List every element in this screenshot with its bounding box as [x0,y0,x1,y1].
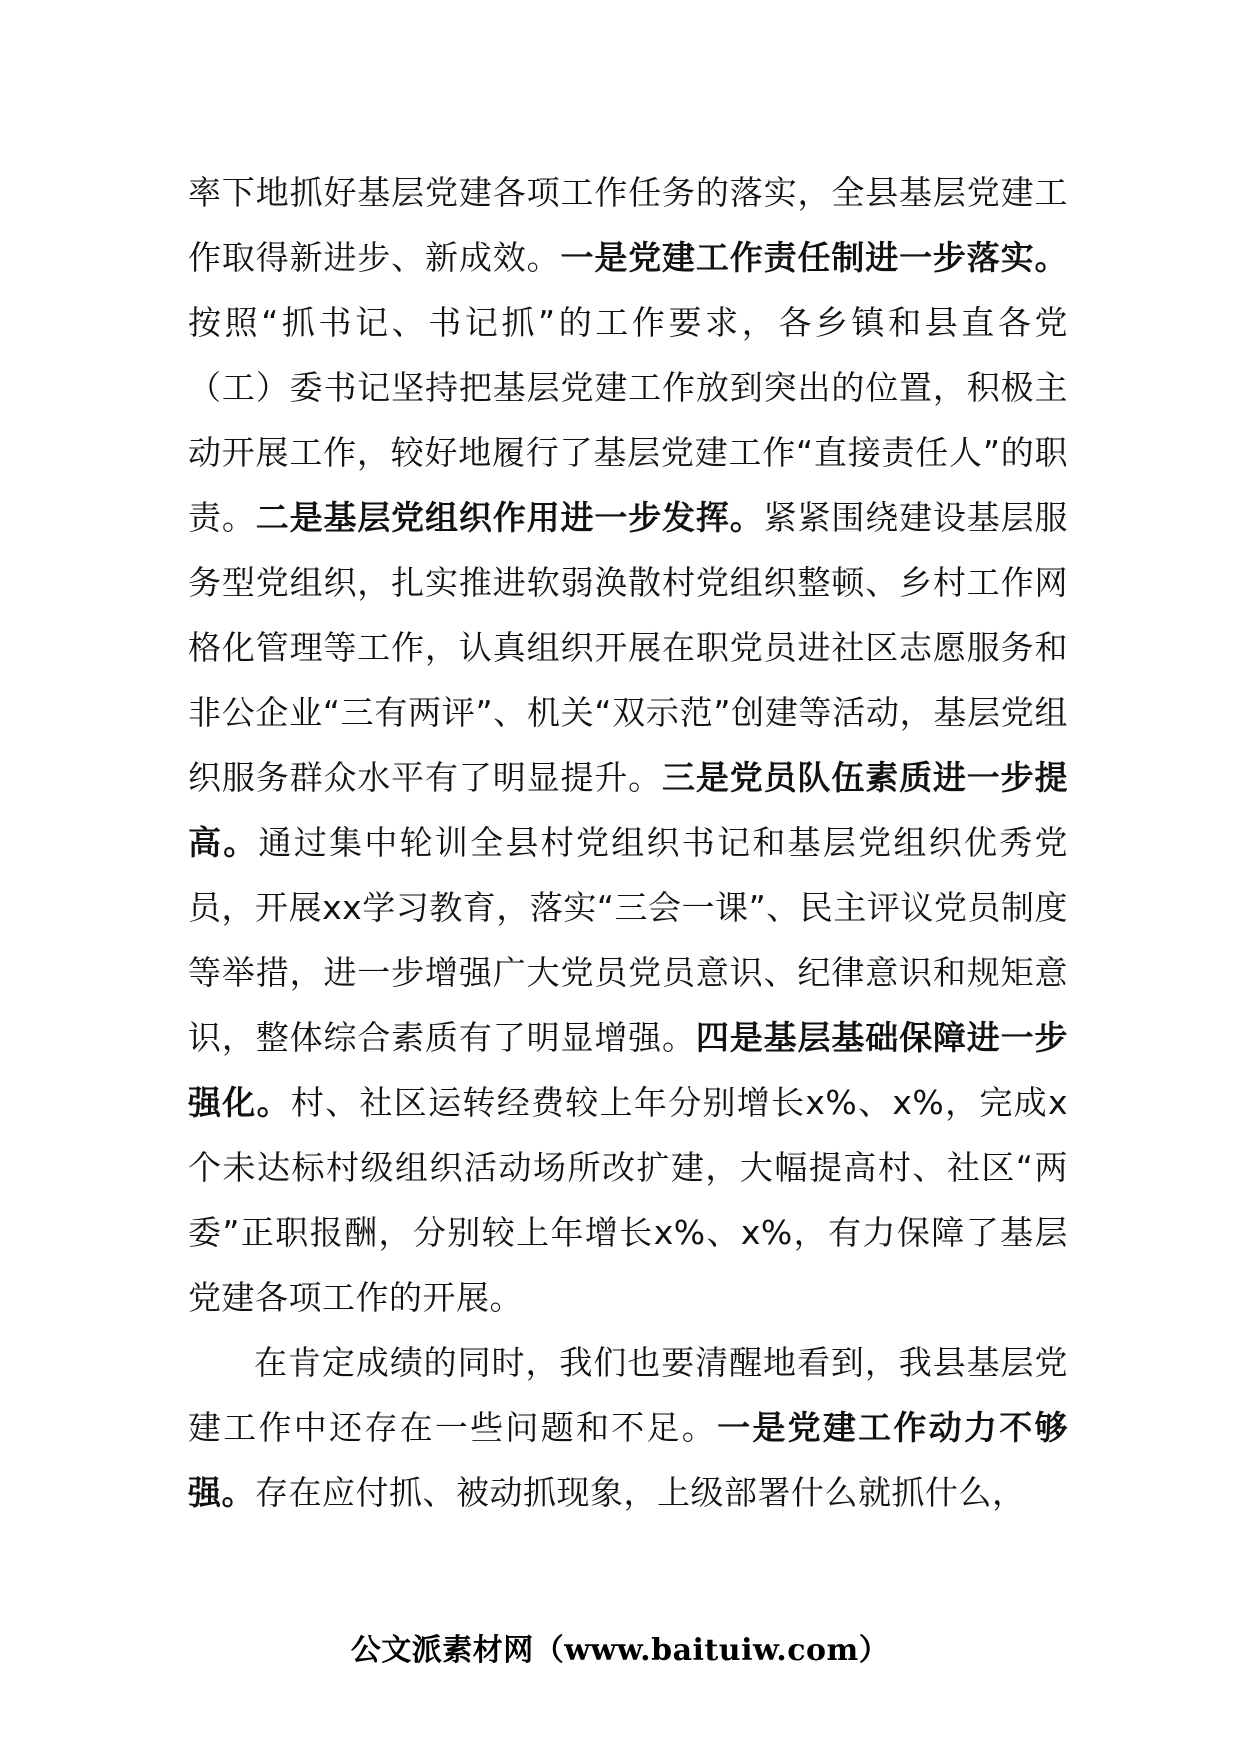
bold-heading: 四是基层基础保障进一步强化。 [188,1018,1069,1122]
bold-heading: 三是党员队伍素质进一步提高。 [188,758,1069,862]
bold-heading: 一是党建工作责任制进一步落实。 [560,238,1069,277]
text-run: 存在应付抓、被动抓现象，上级部署什么就抓什么， [255,1473,1026,1512]
text-run: 通过集中轮训全县村党组织书记和基层党组织优秀党员，开展xx学习教育，落实“三会一课”、民主评议党员制度等举措，进一步增强广大党员党员意识、纪律意识和规矩意识，整体综合素质有了明显增强。 [188,823,1069,1057]
text-run: 率下地抓好基层党建各项工作任务的落实，全县基层党建工作取得新进步、新成效。 [188,173,1068,277]
text-run: 村、社区运转经费较上年分别增长x%、x%，完成x个未达标村级组织活动场所改扩建，大幅提高村、社区“两委”正职报酬，分别较上年增长x%、x%，有力保障了基层党建各项工作的开展。 [188,1083,1068,1317]
text-run: 紧紧围绕建设基层服务型党组织，扎实推进软弱涣散村党组织整顿、乡村工作网格化管理等工作，认真组织开展在职党员进社区志愿服务和非公企业“三有两评”、机关“双示范”创建等活动，基层党组织服务群众水平有了明显提升。 [188,498,1069,797]
bold-heading: 二是基层党组织作用进一步发挥。 [255,498,764,537]
footer-watermark: 公文派素材网（www.baituiw.com） [350,1633,890,1668]
bold-heading: 一是党建工作动力不够强。 [188,1408,1069,1512]
text-run: 按照“抓书记、书记抓”的工作要求，各乡镇和县直各党（工）委书记坚持把基层党建工作放到突出的位置，积极主动开展工作，较好地履行了基层党建工作“直接责任人”的职责。 [188,303,1068,537]
text-run: 在肯定成绩的同时，我们也要清醒地看到，我县基层党建工作中还存在一些问题和不足。 [188,1343,1068,1447]
document-body [188,160,1068,1525]
paragraph-achievements [188,160,1068,1330]
paragraph-problems [188,1330,1068,1525]
